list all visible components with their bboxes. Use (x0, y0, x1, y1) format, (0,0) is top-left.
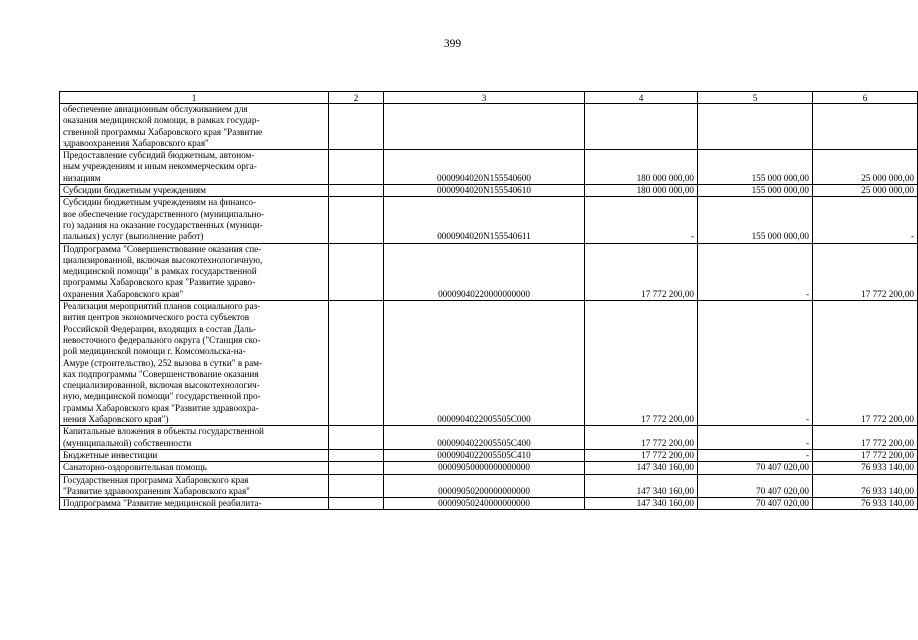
description-line: Государственная программа Хабаровского края (63, 474, 249, 485)
budget-code: 0000904022005505С000 (384, 301, 585, 426)
amount-column-6: 76 933 140,00 (813, 474, 918, 498)
budget-table (59, 91, 918, 510)
description-line: здравоохранения Хабаровского края" (63, 137, 209, 148)
amount-column-5: 155 000 000,00 (698, 150, 813, 185)
amount-column-5: - (698, 426, 813, 450)
description-line: го) задания на оказание государственных (муници- (63, 219, 263, 230)
description-line: вития центров экономического роста субъектов (63, 312, 250, 323)
table-row (60, 449, 918, 461)
amount-column-6: 17 772 200,00 (813, 301, 918, 426)
description-line: Подпрограмма "Развитие медицинской реабилита- (63, 498, 262, 509)
row-description (60, 449, 329, 461)
table-row (60, 462, 918, 474)
amount-column-4: 17 772 200,00 (585, 426, 698, 450)
amount-column-5: - (698, 449, 813, 461)
description-line: специализированной, включая высокотехнологич- (63, 380, 260, 391)
budget-code: 0000904020N155540611 (384, 197, 585, 243)
column-header: 4 (585, 92, 698, 104)
description-line: Реализация мероприятий планов социального раз- (63, 301, 261, 312)
column-header: 3 (384, 92, 585, 104)
budget-code: 00009050200000000000 (384, 474, 585, 498)
table-body (60, 104, 918, 510)
amount-column-4: 180 000 000,00 (585, 150, 698, 185)
column-header: 6 (813, 92, 918, 104)
column-2-cell (329, 150, 384, 185)
table-row (60, 197, 918, 243)
amount-column-4: 17 772 200,00 (585, 301, 698, 426)
budget-code: 0000904022005505С410 (384, 449, 585, 461)
description-line: ную, медицинской помощи" государственной про- (63, 391, 261, 402)
amount-column-4: 180 000 000,00 (585, 185, 698, 197)
description-line: ным учреждениям и иным некоммерческим орга- (63, 161, 257, 172)
row-description (60, 197, 329, 243)
description-line: циализированной, включая высокотехнологичную, (63, 254, 263, 265)
column-2-cell (329, 197, 384, 243)
description-line: вое обеспечение государственного (муниципально- (63, 208, 265, 219)
description-line: Бюджетные инвестиции (63, 449, 158, 460)
amount-column-4: 147 340 160,00 (585, 474, 698, 498)
description-line: Субсидии бюджетным учреждениям (63, 185, 206, 196)
budget-code: 00009050240000000000 (384, 498, 585, 510)
amount-column-6: 17 772 200,00 (813, 426, 918, 450)
amount-column-4: 17 772 200,00 (585, 449, 698, 461)
column-2-cell (329, 449, 384, 461)
table-row (60, 150, 918, 185)
budget-code: 00009050000000000000 (384, 462, 585, 474)
description-line: Российской Федерации, входящих в состав Даль- (63, 323, 256, 334)
description-line: обеспечение авиационным обслуживанием для (63, 104, 248, 114)
row-description (60, 498, 329, 510)
budget-code: 0000904022005505С400 (384, 426, 585, 450)
table-row (60, 474, 918, 498)
amount-column-5: 70 407 020,00 (698, 498, 813, 510)
column-2-cell (329, 426, 384, 450)
table-row (60, 301, 918, 426)
description-line: граммы Хабаровского края "Развитие здравоохра- (63, 402, 259, 413)
row-description (60, 243, 329, 300)
description-line: оказания медицинской помощи, в рамках государ- (63, 115, 260, 126)
description-line: "Развитие здравоохранения Хабаровского края" (63, 485, 250, 496)
amount-column-6: 17 772 200,00 (813, 449, 918, 461)
column-2-cell (329, 498, 384, 510)
amount-column-4: 147 340 160,00 (585, 462, 698, 474)
description-line: рой медицинской помощи г. Комсомольска-на- (63, 346, 246, 357)
amount-column-6: 76 933 140,00 (813, 462, 918, 474)
description-line: Санаторно-оздоровительная помощь (63, 462, 207, 473)
column-2-cell (329, 243, 384, 300)
row-description (60, 462, 329, 474)
description-line: Подпрограмма "Совершенствование оказания спе- (63, 243, 262, 254)
amount-column-6 (813, 104, 918, 150)
column-2-cell (329, 185, 384, 197)
amount-column-5: - (698, 301, 813, 426)
amount-column-6: 25 000 000,00 (813, 185, 918, 197)
description-line: невосточного федерального округа ("Станция ско- (63, 334, 261, 345)
description-line: Амуре (строительство), 252 вызова в сутки" в рам- (63, 357, 263, 368)
description-line: Субсидии бюджетным учреждениям на финансо- (63, 197, 257, 208)
column-header: 2 (329, 92, 384, 104)
description-line: пальных) услуг (выполнение работ) (63, 231, 204, 242)
page-number: 399 (443, 38, 462, 50)
budget-code: 0000904020N155540600 (384, 150, 585, 185)
table-row (60, 426, 918, 450)
column-2-cell (329, 301, 384, 426)
row-description (60, 301, 329, 426)
description-line: нения Хабаровского края") (63, 414, 169, 425)
table-row (60, 243, 918, 300)
amount-column-5: 70 407 020,00 (698, 474, 813, 498)
table-row (60, 498, 918, 510)
amount-column-4: 17 772 200,00 (585, 243, 698, 300)
row-description (60, 150, 329, 185)
column-header: 5 (698, 92, 813, 104)
amount-column-5: 155 000 000,00 (698, 185, 813, 197)
amount-column-5: 70 407 020,00 (698, 462, 813, 474)
description-line: (муниципальной) собственности (63, 437, 192, 448)
budget-code: 00009040220000000000 (384, 243, 585, 300)
amount-column-5: - (698, 243, 813, 300)
budget-code (384, 104, 585, 150)
description-line: охранения Хабаровского края" (63, 288, 184, 299)
description-line: медицинской помощи" в рамках государственной (63, 266, 257, 277)
table-row (60, 185, 918, 197)
row-description (60, 426, 329, 450)
amount-column-6: 17 772 200,00 (813, 243, 918, 300)
budget-code: 0000904020N155540610 (384, 185, 585, 197)
amount-column-6: 76 933 140,00 (813, 498, 918, 510)
amount-column-6: 25 000 000,00 (813, 150, 918, 185)
description-line: ках подпрограммы "Совершенствование оказания (63, 368, 259, 379)
column-2-cell (329, 474, 384, 498)
table-row (60, 104, 918, 150)
header-row (60, 92, 918, 104)
column-header: 1 (60, 92, 329, 104)
row-description (60, 104, 329, 150)
description-line: Предоставление субсидий бюджетным, автоном- (63, 150, 255, 161)
amount-column-5 (698, 104, 813, 150)
description-line: ственной программы Хабаровского края "Развитие (63, 126, 263, 137)
amount-column-5: 155 000 000,00 (698, 197, 813, 243)
amount-column-6: - (813, 197, 918, 243)
column-2-cell (329, 104, 384, 150)
amount-column-4: 147 340 160,00 (585, 498, 698, 510)
description-line: Капитальные вложения в объекты государственной (63, 426, 264, 437)
column-2-cell (329, 462, 384, 474)
description-line: программы Хабаровского края "Развитие здраво- (63, 277, 256, 288)
row-description (60, 474, 329, 498)
description-line: низациям (63, 172, 101, 183)
amount-column-4: - (585, 197, 698, 243)
amount-column-4 (585, 104, 698, 150)
row-description (60, 185, 329, 197)
